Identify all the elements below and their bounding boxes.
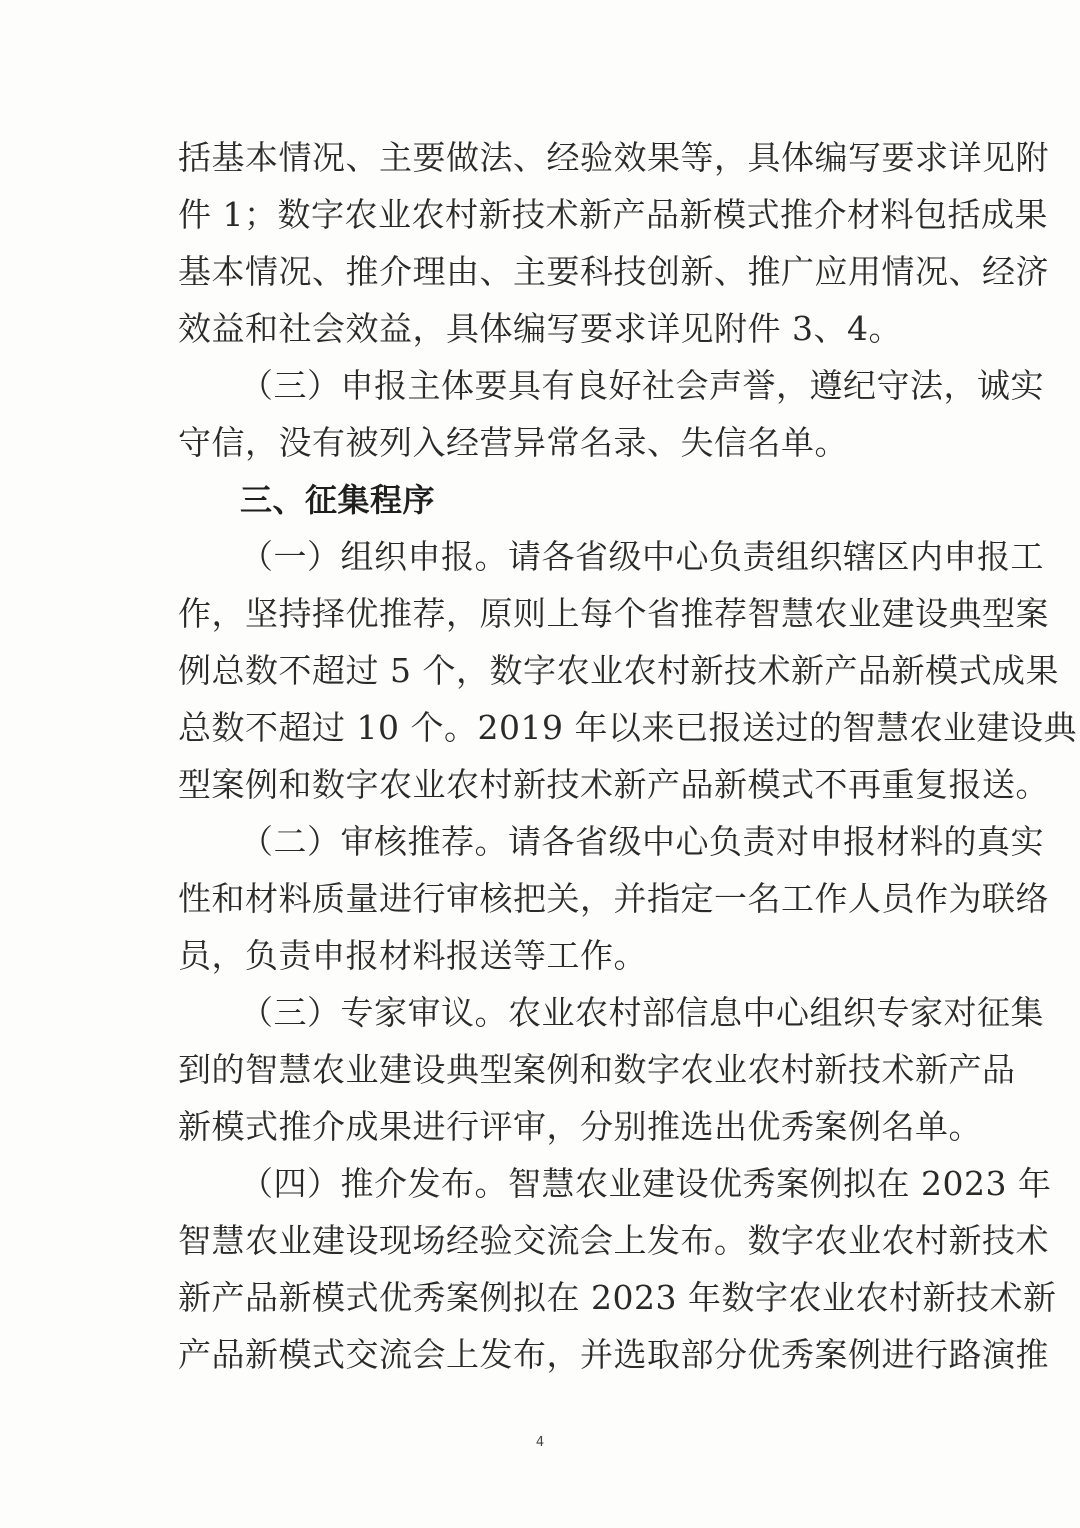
text-line: 基本情况、推介理由、主要科技创新、推广应用情况、经济	[178, 252, 1049, 291]
text-line: 员，负责申报材料报送等工作。	[178, 936, 647, 975]
text-line: 总数不超过 10 个。2019 年以来已报送过的智慧农业建设典	[178, 708, 1077, 747]
text-line: 新模式推介成果进行评审，分别推选出优秀案例名单。	[178, 1107, 982, 1146]
text-line-indented: （二）审核推荐。请各省级中心负责对申报材料的真实	[240, 822, 1044, 861]
text-line: 守信，没有被列入经营异常名录、失信名单。	[178, 423, 848, 462]
text-line: 新产品新模式优秀案例拟在 2023 年数字农业农村新技术新	[178, 1278, 1057, 1317]
text-line: 到的智慧农业建设典型案例和数字农业农村新技术新产品	[178, 1050, 1016, 1089]
text-line-indented: （四）推介发布。智慧农业建设优秀案例拟在 2023 年	[240, 1164, 1052, 1203]
text-line-indented: （三）申报主体要具有良好社会声誉，遵纪守法，诚实	[240, 366, 1044, 405]
text-line: 作，坚持择优推荐，原则上每个省推荐智慧农业建设典型案	[178, 594, 1049, 633]
text-line: 型案例和数字农业农村新技术新产品新模式不再重复报送。	[178, 765, 1049, 804]
text-line: 性和材料质量进行审核把关，并指定一名工作人员作为联络	[178, 879, 1049, 918]
text-line: 括基本情况、主要做法、经验效果等，具体编写要求详见附	[178, 138, 1049, 177]
text-line-indented: （一）组织申报。请各省级中心负责组织辖区内申报工	[240, 537, 1044, 576]
page-number: 4	[535, 1435, 545, 1450]
text-line: 例总数不超过 5 个，数字农业农村新技术新产品新模式成果	[178, 651, 1059, 690]
text-line: 智慧农业建设现场经验交流会上发布。数字农业农村新技术	[178, 1221, 1049, 1260]
text-line: 产品新模式交流会上发布，并选取部分优秀案例进行路演推	[178, 1335, 1049, 1374]
text-line: 效益和社会效益，具体编写要求详见附件 3、4。	[178, 309, 902, 348]
text-line-indented: （三）专家审议。农业农村部信息中心组织专家对征集	[240, 993, 1044, 1032]
text-line: 件 1；数字农业农村新技术新产品新模式推介材料包括成果	[178, 195, 1048, 234]
section-heading: 三、征集程序	[240, 481, 436, 519]
